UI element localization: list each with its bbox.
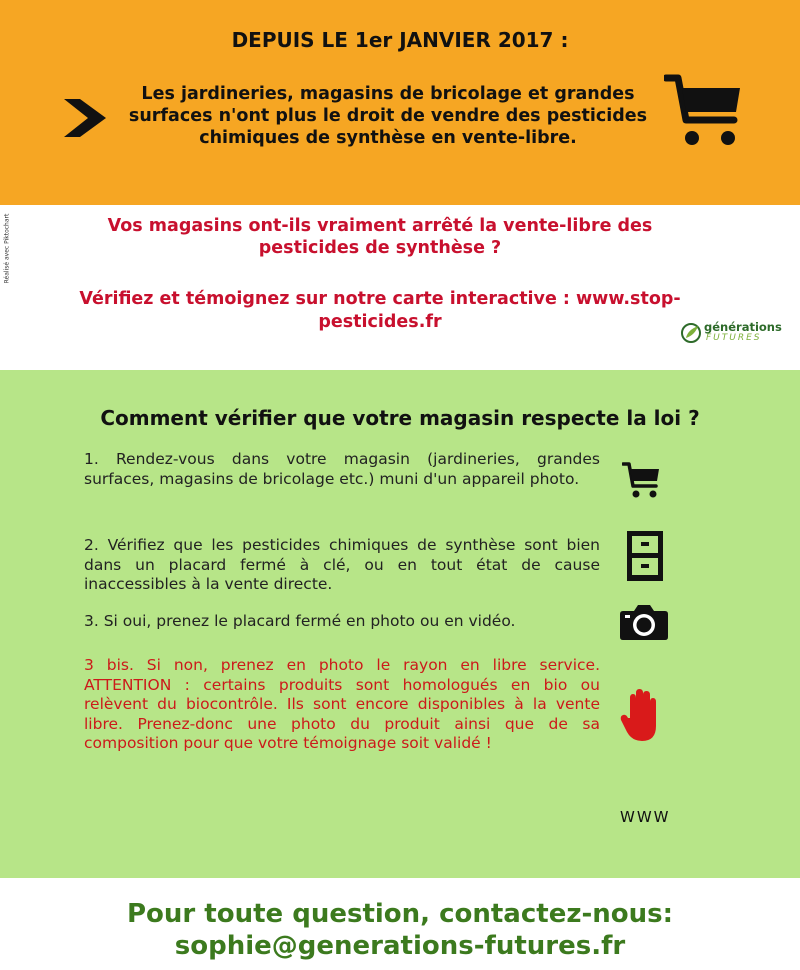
chevron-right-icon xyxy=(60,95,110,141)
generations-futures-logo xyxy=(680,320,790,348)
cabinet-icon xyxy=(626,530,664,582)
verify-link-text[interactable]: Vérifiez et témoignez sur notre carte interactive : www.stop-pesticides.fr xyxy=(79,289,681,332)
www-label: WWW xyxy=(620,808,671,826)
step-1: 1. Rendez-vous dans votre magasin (jardineries, grandes surfaces, magasins de bricolage etc.) muni d'un appareil photo. xyxy=(84,450,600,488)
logo-line1: générations xyxy=(704,320,782,334)
shopping-cart-icon xyxy=(622,460,660,500)
step-3: 3. Si oui, prenez le placard fermé en photo ou en vidéo. xyxy=(84,612,516,630)
credit-text: Réalisé avec Piktochart xyxy=(3,213,11,284)
howto-heading: Comment vérifier que votre magasin respecte la loi ? xyxy=(100,406,700,430)
step-2: 2. Vérifiez que les pesticides chimiques de synthèse sont bien dans un placard fermé à clé, ou en tout état de cause inaccessibles à la vente directe. xyxy=(84,536,600,593)
header-statement: Les jardineries, magasins de bricolage et grandes surfaces n'ont plus le droit de vendre des pesticides chimiques de synthèse en vente-libre. xyxy=(128,84,648,148)
logo-line2: FUTURES xyxy=(706,333,762,343)
step-3-bis: 3 bis. Si non, prenez en photo le rayon en libre service. ATTENTION : certains produits sont homologués en bio ou relèvent du biocontrôle. Ils sont encore disponibles à la vente libre. Prenez-donc une photo du produit ainsi que de sa composition pour que votre témoignage soit validé ! xyxy=(84,656,600,752)
stop-hand-icon xyxy=(620,688,664,744)
leaf-logo-icon xyxy=(680,322,702,344)
contact-line1: Pour toute question, contactez-nous: xyxy=(127,899,673,929)
header-title: DEPUIS LE 1er JANVIER 2017 : xyxy=(231,28,569,52)
contact-block xyxy=(0,898,800,962)
shopping-cart-icon xyxy=(664,72,744,150)
contact-email[interactable]: sophie@generations-futures.fr xyxy=(174,931,626,961)
question-text: Vos magasins ont-ils vraiment arrêté la vente-libre des pesticides de synthèse ? xyxy=(107,216,653,258)
camera-icon xyxy=(619,603,669,641)
